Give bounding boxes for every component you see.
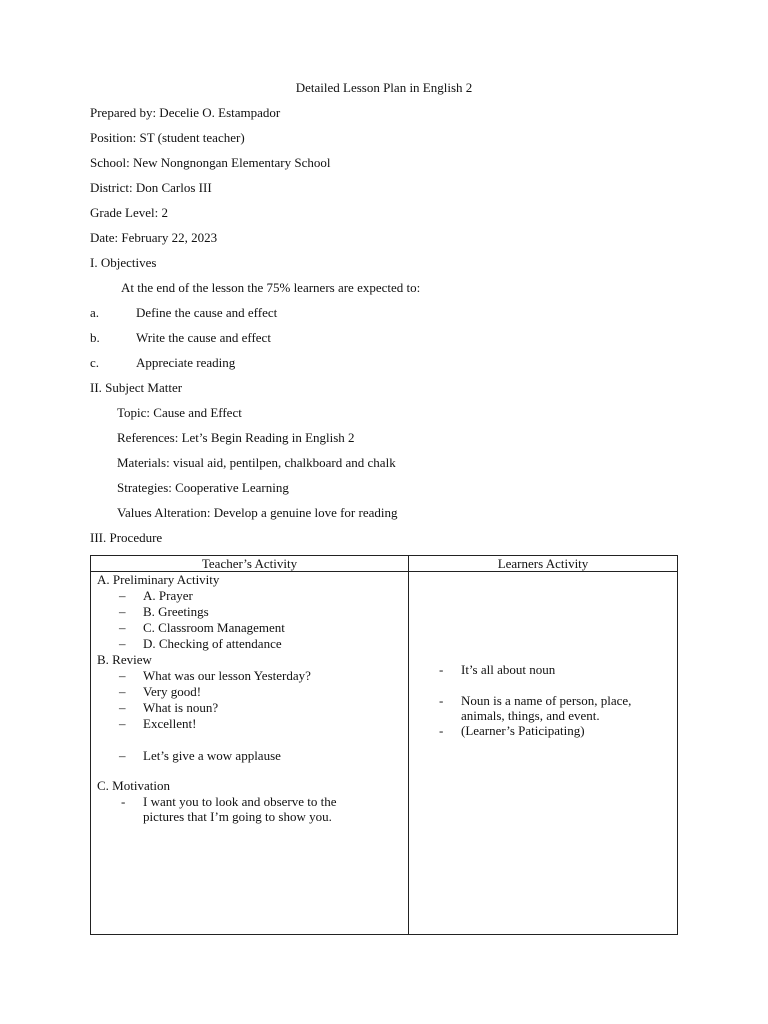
motivation-heading: C. Motivation — [97, 778, 170, 793]
learner-response: Noun is a name of person, place, — [461, 693, 632, 708]
preliminary-heading: A. Preliminary Activity — [97, 572, 220, 587]
learner-response: animals, things, and event. — [461, 708, 600, 723]
district: District: Don Carlos III — [90, 180, 212, 195]
materials: Materials: visual aid, pentilpen, chalkboard and chalk — [117, 455, 396, 470]
review-item: Let’s give a wow applause — [143, 748, 281, 763]
dash-marker: – — [119, 700, 126, 715]
position: Position: ST (student teacher) — [90, 130, 245, 145]
objective-item: Define the cause and effect — [136, 305, 278, 320]
review-heading: B. Review — [97, 652, 152, 667]
column-header-teacher: Teacher’s Activity — [91, 556, 409, 572]
dash-marker: – — [119, 620, 126, 635]
hyphen-marker: - — [439, 662, 444, 677]
objective-item: Appreciate reading — [136, 355, 236, 370]
subject-matter-heading: II. Subject Matter — [90, 380, 183, 395]
objective-item: Write the cause and effect — [136, 330, 271, 345]
preliminary-item: A. Prayer — [143, 588, 193, 603]
review-item: What was our lesson Yesterday? — [143, 668, 311, 683]
preliminary-item: B. Greetings — [143, 604, 209, 619]
dash-marker: – — [119, 636, 126, 651]
procedure-table — [90, 555, 678, 935]
strategies: Strategies: Cooperative Learning — [117, 480, 289, 495]
objective-marker: b. — [90, 330, 100, 345]
review-item: Very good! — [143, 684, 202, 699]
page-title: Detailed Lesson Plan in English 2 — [295, 80, 473, 95]
learner-response: (Learner’s Paticipating) — [461, 723, 585, 738]
objectives-intro: At the end of the lesson the 75% learners are expected to: — [121, 280, 421, 295]
hyphen-marker: - — [121, 794, 126, 809]
learner-response: It’s all about noun — [461, 662, 556, 677]
motivation-text: I want you to look and observe to the — [143, 794, 337, 809]
dash-marker: – — [119, 684, 126, 699]
dash-marker: – — [119, 604, 126, 619]
preliminary-item: C. Classroom Management — [143, 620, 285, 635]
review-item: What is noun? — [143, 700, 219, 715]
column-header-learners: Learners Activity — [409, 556, 678, 572]
objective-marker: c. — [90, 355, 100, 370]
learners-activity-cell — [409, 572, 678, 935]
dash-marker: – — [119, 716, 126, 731]
date: Date: February 22, 2023 — [90, 230, 218, 245]
dash-marker: – — [119, 588, 126, 603]
dash-marker: – — [119, 668, 126, 683]
values-alteration: Values Alteration: Develop a genuine love for reading — [117, 505, 398, 520]
school: School: New Nongnongan Elementary School — [90, 155, 331, 170]
hyphen-marker: - — [439, 693, 444, 708]
prepared-by: Prepared by: Decelie O. Estampador — [90, 105, 281, 120]
topic: Topic: Cause and Effect — [117, 405, 242, 420]
teacher-activity-cell — [91, 572, 409, 935]
hyphen-marker: - — [439, 723, 444, 738]
grade-level: Grade Level: 2 — [90, 205, 168, 220]
objective-marker: a. — [90, 305, 100, 320]
preliminary-item: D. Checking of attendance — [143, 636, 282, 651]
objectives-heading: I. Objectives — [90, 255, 157, 270]
dash-marker: – — [119, 748, 126, 763]
procedure-heading: III. Procedure — [90, 530, 163, 545]
motivation-text: pictures that I’m going to show you. — [143, 809, 332, 824]
review-item: Excellent! — [143, 716, 197, 731]
references: References: Let’s Begin Reading in English 2 — [117, 430, 355, 445]
